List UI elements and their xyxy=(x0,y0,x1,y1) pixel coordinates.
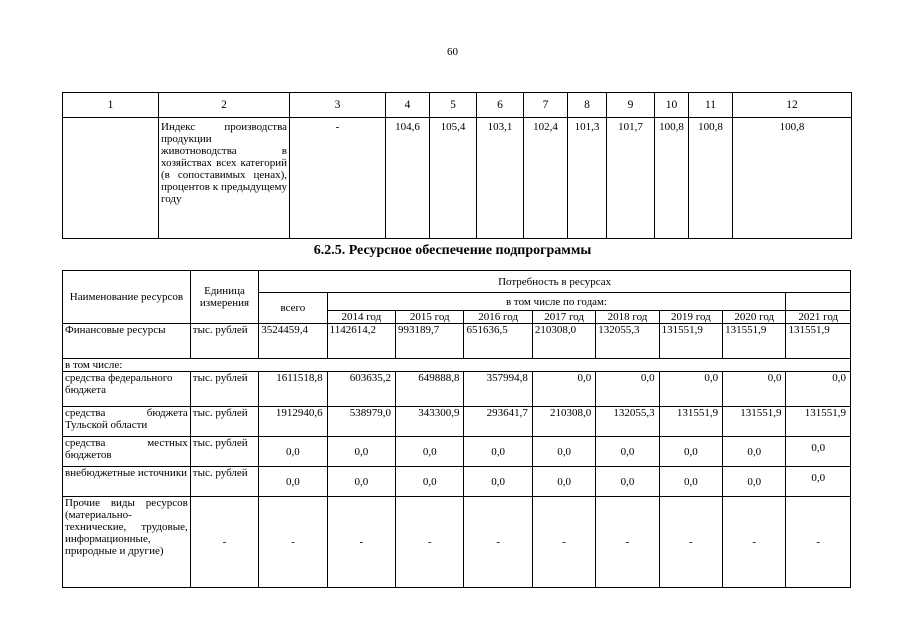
col-header: 6 xyxy=(477,93,524,118)
resource-name: Прочие виды ресурсов (материально-технические, трудовые, информационные, природные и другие) xyxy=(63,497,191,588)
resource-value: 0,0 xyxy=(532,467,595,497)
resource-value: 210308,0 xyxy=(532,407,595,437)
resource-value: 603635,2 xyxy=(327,372,395,407)
resource-value: 210308,0 xyxy=(532,324,595,359)
resource-name: средства местных бюджетов xyxy=(63,437,191,467)
indicator-table xyxy=(62,92,852,239)
resource-value: 538979,0 xyxy=(327,407,395,437)
resource-value: 0,0 xyxy=(596,467,659,497)
table-row xyxy=(63,407,851,437)
resource-value: 0,0 xyxy=(596,437,659,467)
header-year: 2016 год xyxy=(464,311,532,324)
resource-unit: тыс. рублей xyxy=(190,324,258,359)
table-row xyxy=(63,467,851,497)
resource-value: 651636,5 xyxy=(464,324,532,359)
empty-cell xyxy=(786,293,851,311)
indicator-name: Индекс производства продукции животноводства в хозяйствах всех категорий (в сопоставимых ценах), процентов к предыдущему году xyxy=(159,118,290,239)
resource-total: 3524459,4 xyxy=(259,324,327,359)
resource-value: 357994,8 xyxy=(464,372,532,407)
col-header: 8 xyxy=(568,93,607,118)
subsection-label: в том числе: xyxy=(63,359,851,372)
col-header: 7 xyxy=(524,93,568,118)
resource-value: - xyxy=(396,497,464,588)
resource-value: 0,0 xyxy=(532,437,595,467)
table-row xyxy=(63,324,851,359)
resource-total: 1912940,6 xyxy=(259,407,327,437)
table-row xyxy=(63,437,851,467)
resource-name: Финансовые ресурсы xyxy=(63,324,191,359)
resource-value: 993189,7 xyxy=(396,324,464,359)
resource-value: - xyxy=(532,497,595,588)
resource-header-row xyxy=(63,271,851,293)
resource-unit: тыс. рублей xyxy=(190,372,258,407)
resource-value: 0,0 xyxy=(596,372,659,407)
indicator-value: 101,3 xyxy=(568,118,607,239)
indicator-value: 105,4 xyxy=(430,118,477,239)
indicator-value: 100,8 xyxy=(733,118,852,239)
resource-value: 0,0 xyxy=(786,372,851,407)
page-number: 60 xyxy=(447,46,458,58)
resource-value: 0,0 xyxy=(723,437,786,467)
resource-value: 131551,9 xyxy=(786,324,851,359)
resource-value: 0,0 xyxy=(396,437,464,467)
indicator-header-row xyxy=(63,93,852,118)
resource-value: 0,0 xyxy=(464,437,532,467)
resource-total: 0,0 xyxy=(259,467,327,497)
col-header: 10 xyxy=(655,93,689,118)
col-header: 2 xyxy=(159,93,290,118)
indicator-value: 103,1 xyxy=(477,118,524,239)
resource-value: 343300,9 xyxy=(396,407,464,437)
header-year: 2017 год xyxy=(532,311,595,324)
table-row xyxy=(63,497,851,588)
resource-value: 0,0 xyxy=(659,437,722,467)
empty-cell xyxy=(63,118,159,239)
col-header: 12 xyxy=(733,93,852,118)
resource-unit: - xyxy=(190,497,258,588)
resource-value: - xyxy=(659,497,722,588)
col-header: 3 xyxy=(290,93,386,118)
resource-value: 0,0 xyxy=(723,372,786,407)
resource-name: внебюджетные источники xyxy=(63,467,191,497)
resource-value: - xyxy=(723,497,786,588)
resource-value: 649888,8 xyxy=(396,372,464,407)
resource-value: 0,0 xyxy=(327,467,395,497)
resource-unit: тыс. рублей xyxy=(190,467,258,497)
resource-value: 0,0 xyxy=(786,467,851,497)
col-header: 11 xyxy=(689,93,733,118)
col-header: 5 xyxy=(430,93,477,118)
resource-value: 132055,3 xyxy=(596,324,659,359)
resource-value: 0,0 xyxy=(396,467,464,497)
indicator-unit: - xyxy=(290,118,386,239)
resource-value: 293641,7 xyxy=(464,407,532,437)
resource-value: 132055,3 xyxy=(596,407,659,437)
indicator-value: 101,7 xyxy=(607,118,655,239)
resource-value: - xyxy=(596,497,659,588)
col-header: 4 xyxy=(386,93,430,118)
header-name: Наименование ресурсов xyxy=(63,271,191,324)
header-year: 2015 год xyxy=(396,311,464,324)
resource-value: 131551,9 xyxy=(723,407,786,437)
resource-unit: тыс. рублей xyxy=(190,437,258,467)
indicator-value: 104,6 xyxy=(386,118,430,239)
indicator-value: 100,8 xyxy=(655,118,689,239)
resource-value: - xyxy=(786,497,851,588)
resource-value: 0,0 xyxy=(532,372,595,407)
resource-value: 131551,9 xyxy=(659,324,722,359)
resource-value: 131551,9 xyxy=(786,407,851,437)
resource-value: 0,0 xyxy=(464,467,532,497)
resource-total: 0,0 xyxy=(259,437,327,467)
resource-name: средства бюджета Тульской области xyxy=(63,407,191,437)
section-title: 6.2.5. Ресурсное обеспечение подпрограммы xyxy=(313,243,592,258)
table-row xyxy=(63,372,851,407)
resource-value: 0,0 xyxy=(659,372,722,407)
resource-value: 0,0 xyxy=(786,437,851,467)
resource-unit: тыс. рублей xyxy=(190,407,258,437)
resource-value: 0,0 xyxy=(659,467,722,497)
resource-value: - xyxy=(464,497,532,588)
col-header: 1 xyxy=(63,93,159,118)
resource-table xyxy=(62,270,851,588)
resource-value: 0,0 xyxy=(327,437,395,467)
header-year: 2018 год xyxy=(596,311,659,324)
resource-total: - xyxy=(259,497,327,588)
table-row xyxy=(63,118,852,239)
indicator-value: 102,4 xyxy=(524,118,568,239)
header-by-years: в том числе по годам: xyxy=(327,293,786,311)
resource-value: 131551,9 xyxy=(723,324,786,359)
header-total: всего xyxy=(259,293,327,324)
header-unit: Единица измерения xyxy=(190,271,258,324)
table-row xyxy=(63,359,851,372)
resource-name: средства федерального бюджета xyxy=(63,372,191,407)
resource-total: 1611518,8 xyxy=(259,372,327,407)
header-year: 2020 год xyxy=(723,311,786,324)
header-year: 2014 год xyxy=(327,311,395,324)
col-header: 9 xyxy=(607,93,655,118)
resource-value: 131551,9 xyxy=(659,407,722,437)
resource-value: 0,0 xyxy=(723,467,786,497)
resource-value: 1142614,2 xyxy=(327,324,395,359)
indicator-value: 100,8 xyxy=(689,118,733,239)
header-year: 2021 год xyxy=(786,311,851,324)
resource-value: - xyxy=(327,497,395,588)
header-year: 2019 год xyxy=(659,311,722,324)
header-need: Потребность в ресурсах xyxy=(259,271,851,293)
